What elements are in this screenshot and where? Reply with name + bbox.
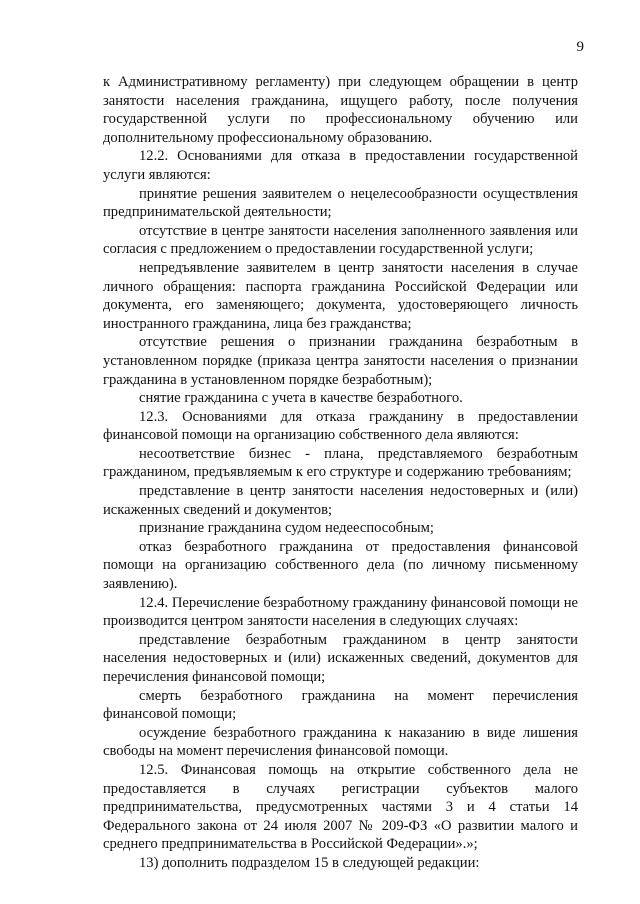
list-item: отсутствие в центре занятости населения заполненного заявления или согласия с предложением о предоставлении государственной услуги;	[103, 222, 578, 258]
list-item: отказ безработного гражданина от предоставления финансовой помощи на организацию собственного дела (по личному письменному заявлению).	[103, 538, 578, 593]
list-item: снятие гражданина с учета в качестве безработного.	[139, 390, 463, 407]
paragraph-12-5: 12.5. Финансовая помощь на открытие собственного дела не предоставляется в случаях регистрации субъектов малого предпринимательства, предусмотренных частями 3 и 4 статьи 14 Федерального закона от 24 июля 2007 № 209-ФЗ «О развитии малого и среднего предпринимательства в Российской Федерации».»;	[103, 761, 578, 853]
list-item: представление в центр занятости населения недостоверных и (или) искаженных сведений и документов;	[103, 483, 578, 518]
paragraph-12-3-heading: 12.3. Основаниями для отказа гражданину в предоставлении финансовой помощи на организацию собственного дела являются:	[103, 408, 578, 444]
paragraph-12-4-heading: 12.4. Перечисление безработному гражданину финансовой помощи не производится центром занятости населения в следующих случаях:	[103, 594, 578, 630]
list-item: принятие решения заявителем о нецелесообразности осуществления предпринимательской деятельности;	[103, 185, 578, 221]
paragraph-item-13: 13) дополнить подразделом 15 в следующей редакции:	[139, 854, 480, 871]
list-item: несоответствие бизнес - плана, представляемого безработным гражданином, предъявляемым к его структуре и содержанию требованиям;	[103, 445, 578, 481]
document-body	[103, 73, 578, 873]
list-item: представление безработным гражданином в центр занятости населения недостоверных и (или) искаженных сведений, документов для перечисления финансовой помощи;	[103, 631, 578, 685]
paragraph-continuation: к Административному регламенту) при следующем обращении в центр занятости населения гражданина, ищущего работу, после получения государственной услуги по профессиональному обучению или дополнительному профессиональному образованию.	[103, 74, 578, 146]
list-item: смерть безработного гражданина на момент перечисления финансовой помощи;	[103, 687, 578, 723]
paragraph-12-2-heading: 12.2. Основаниями для отказа в предоставлении государственной услуги являются:	[103, 148, 578, 183]
list-item: отсутствие решения о признании гражданина безработным в установленном порядке (приказа центра занятости населения о признании гражданина в установленном порядке безработным);	[103, 334, 578, 388]
list-item: непредъявление заявителем в центр занятости населения в случае личного обращения: паспорта гражданина Российской Федерации или документа, его заменяющего; документа, удостоверяющего личность иностранного гражданина, лица без гражданства;	[103, 259, 578, 332]
page-number: 9	[576, 39, 584, 55]
list-item: признание гражданина судом недееспособным;	[139, 520, 434, 537]
list-item: осуждение безработного гражданина к наказанию в виде лишения свободы на момент перечисления финансовой помощи.	[103, 724, 578, 760]
